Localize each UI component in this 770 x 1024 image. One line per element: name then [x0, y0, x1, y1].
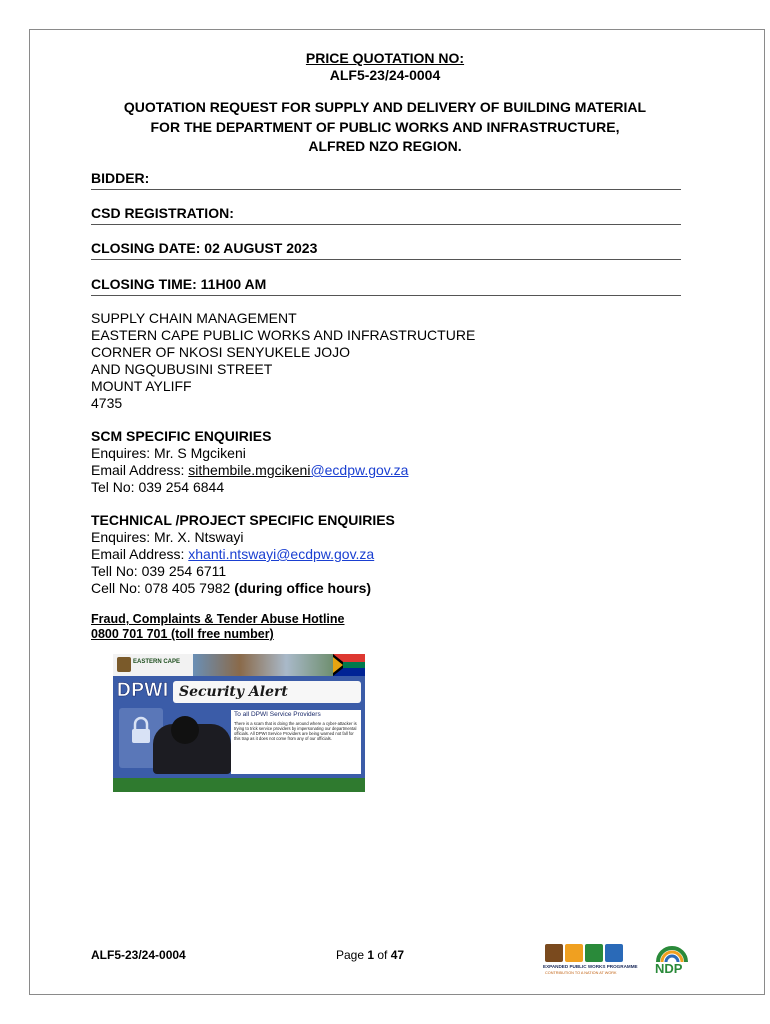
epwp-tile-icon	[585, 944, 603, 962]
quote-label: PRICE QUOTATION NO:	[305, 50, 465, 66]
notice-box	[231, 710, 361, 774]
title-line-1: QUOTATION REQUEST FOR SUPPLY AND DELIVERY OF BUILDING MATERIAL	[123, 99, 647, 115]
epwp-tile-icon	[605, 944, 623, 962]
technical-heading: TECHNICAL /PROJECT SPECIFIC ENQUIRIES	[91, 512, 395, 528]
page-number: Page 1 of 47	[336, 948, 405, 962]
hotline-title: Fraud, Complaints & Tender Abuse Hotline	[91, 612, 345, 626]
bidder-field: BIDDER:	[91, 170, 681, 190]
current-page: 1	[367, 948, 375, 962]
epwp-tile-icon	[565, 944, 583, 962]
technical-email-label: Email Address:	[91, 546, 189, 562]
sa-flag-icon	[333, 654, 365, 676]
hotline-number: 0800 701 701 (toll free number)	[91, 627, 274, 641]
scm-email-row	[91, 462, 408, 479]
notice-heading: To all DPWI Service Providers	[234, 711, 321, 718]
poster-footer	[113, 778, 365, 792]
coat-of-arms-icon	[117, 657, 131, 672]
padlock-icon	[129, 716, 153, 746]
ndp-logo	[654, 942, 690, 978]
notice-body: There is a scam that is doing the around where a cyber-attacker is trying to trick service providers by impersonating our departmental officials. All DPWI Service Providers are being warned not fall for this trap as it does not come from any of our officials.	[234, 721, 357, 741]
technical-cell-row	[91, 580, 395, 597]
address-line: EASTERN CAPE PUBLIC WORKS AND INFRASTRUCTURE	[91, 327, 476, 343]
ndp-text: NDP	[655, 961, 683, 976]
poster-alert-title: Security Alert	[179, 684, 288, 700]
technical-tell: Tell No: 039 254 6711	[91, 563, 227, 579]
address-line: CORNER OF NKOSI SENYUKELE JOJO	[91, 344, 351, 360]
hotline	[91, 612, 345, 642]
scm-tel: Tel No: 039 254 6844	[91, 479, 225, 495]
technical-enquires: Enquires: Mr. X. Ntswayi	[91, 529, 244, 545]
address-block	[91, 310, 475, 412]
scm-email-user[interactable]: sithembile.mgcikeni	[188, 462, 311, 478]
closing-date-field: CLOSING DATE: 02 AUGUST 2023	[91, 240, 681, 260]
title-line-2: FOR THE DEPARTMENT OF PUBLIC WORKS AND INFRASTRUCTURE,	[150, 119, 620, 135]
total-pages: 47	[390, 948, 405, 962]
scm-enquires: Enquires: Mr. S Mgcikeni	[91, 445, 246, 461]
scm-enquiries	[91, 428, 408, 496]
closing-time-field: CLOSING TIME: 11H00 AM	[91, 276, 681, 296]
address-line: AND NGQUBUSINI STREET	[91, 361, 273, 377]
title-line-3: ALFRED NZO REGION.	[308, 138, 462, 154]
building-photos	[193, 654, 333, 676]
address-line: 4735	[91, 395, 123, 411]
address-line: SUPPLY CHAIN MANAGEMENT	[91, 310, 297, 326]
security-alert-poster	[113, 654, 365, 792]
poster-province: EASTERN CAPE	[133, 659, 181, 665]
epwp-logo	[543, 944, 651, 980]
hacker-head	[171, 716, 199, 744]
scm-heading: SCM SPECIFIC ENQUIRIES	[91, 428, 272, 444]
epwp-name: EXPANDED PUBLIC WORKS PROGRAMME	[543, 964, 638, 969]
technical-email-link[interactable]: xhanti.ntswayi@ecdpw.gov.za	[188, 546, 375, 562]
technical-email-row	[91, 546, 395, 563]
footer-reference: ALF5-23/24-0004	[91, 948, 186, 962]
address-line: MOUNT AYLIFF	[91, 378, 192, 394]
epwp-tagline: CONTRIBUTION TO A NATION AT WORK	[545, 971, 617, 975]
scm-email-label: Email Address:	[91, 462, 189, 478]
csd-registration-field: CSD REGISTRATION:	[91, 205, 681, 225]
quote-number: ALF5-23/24-0004	[329, 67, 441, 83]
scm-email-domain-link[interactable]: @ecdpw.gov.za	[310, 462, 409, 478]
technical-enquiries	[91, 512, 395, 597]
poster-brand: DPWI	[117, 680, 169, 701]
epwp-tile-icon	[545, 944, 563, 962]
technical-cell-note: (during office hours)	[234, 580, 372, 596]
technical-cell: Cell No: 078 405 7982	[91, 580, 235, 596]
